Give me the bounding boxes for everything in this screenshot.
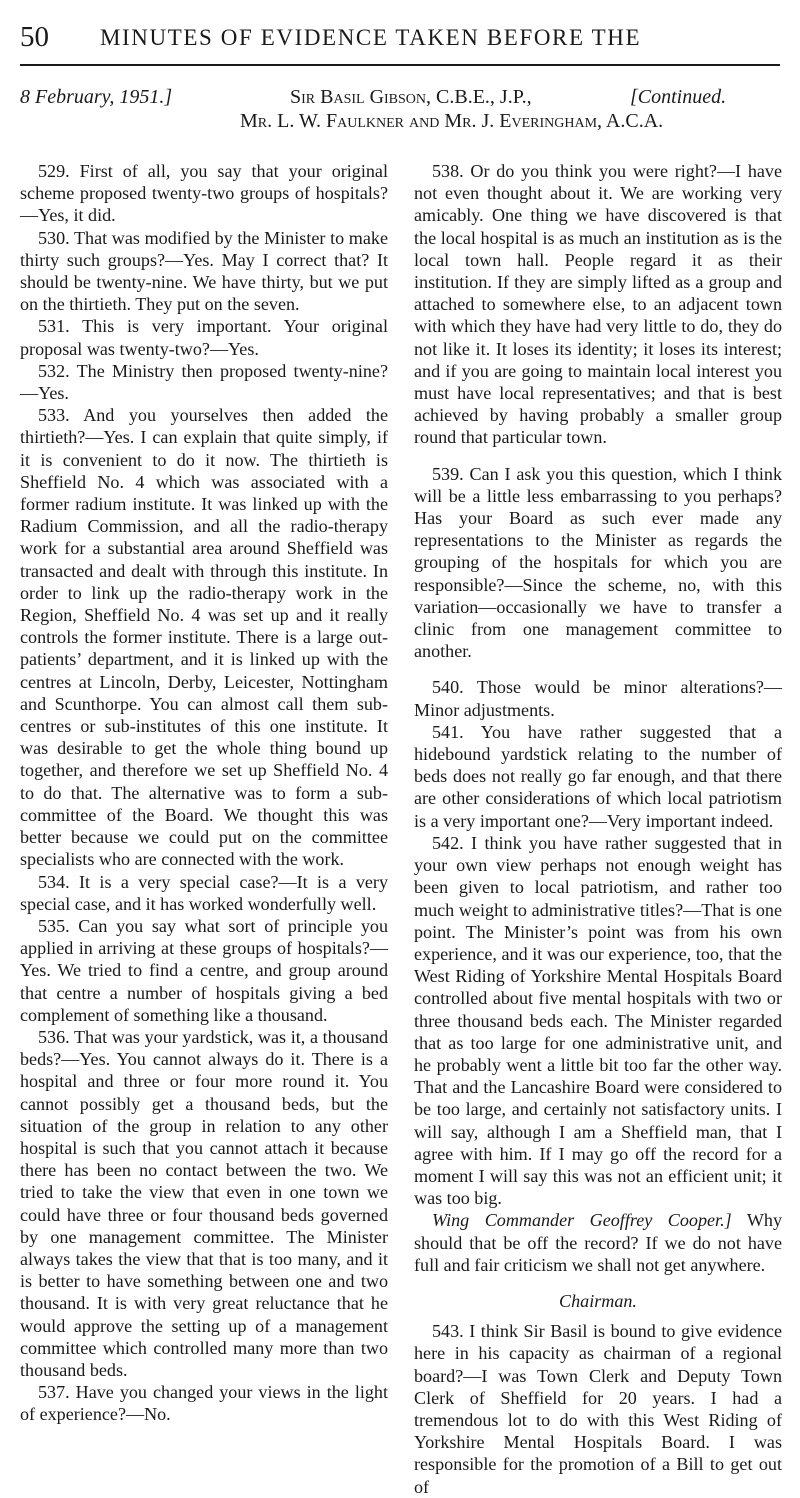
question-535: 535. Can you say what sort of principle you applied in arriving at these groups of hospitals?—Yes. We tried to find a centre, and group around that centre a number of hospitals giving a bed complement of something like a thousand.	[20, 915, 388, 1025]
question-534: 534. It is a very special case?—It is a very special case, and it has worked wonderfully well.	[20, 871, 388, 914]
left-column	[20, 160, 388, 1426]
question-536: 536. That was your yardstick, was it, a thousand beds?—Yes. You cannot always do it. There is a hospital and three or four more round it. You cannot possibly get a thousand beds, but the situation of the group in relation to any other hospital is such that you cannot attach it because there has been no contact between the two. We tried to take the view that even in one town we could have three or four thousand beds governed by one management committee. The Minister always takes the view that that is too many, and it is better to have something between one and two thousand. It is with very great reluctance that he would approve the setting up of a management committee which controlled many more than two thousand beds.	[20, 1026, 388, 1380]
question-543: 543. I think Sir Basil is bound to give evidence here in his capacity as chairman of a regional board?—I was Town Clerk and Deputy Town Clerk of Sheffield for 20 years. I had a tremendous lot to do with this West Riding of Yorkshire Mental Hospitals Board. I was responsible for the promotion of a Bill to get out of	[414, 1321, 782, 1497]
question-529: 529. First of all, you say that your original scheme proposed twenty-two groups of hospitals?—Yes, it did.	[20, 161, 388, 226]
witnesses-line-1: Sir Basil Gibson, C.B.E., J.P.,	[290, 86, 532, 108]
question-537: 537. Have you changed your views in the light of experience?—No.	[20, 1382, 388, 1425]
question-540: 540. Those would be minor alterations?—Minor adjustments.	[414, 677, 782, 720]
question-531: 531. This is very important. Your original proposal was twenty-two?—Yes.	[20, 316, 388, 359]
question-532: 532. The Ministry then proposed twenty-nine?—Yes.	[20, 360, 388, 404]
cooper-text: Why should that be off the record? If we do not have full and fair criticism we shall not get anywhere.	[414, 1210, 782, 1275]
question-538: 538. Or do you think you were right?—I have not even thought about it. We are working very amicably. One thing we have discovered is that the local hospital is as much an institution as is the local town hall. People regard it as their institution. If they are simply lifted as a group and attached to somewhere else, to an adjacent town with which they have had very little to do, they do not like it. It loses its identity; it loses its interest; and if you are going to maintain local interest you must have local representatives; and that is best achieved by having probably a smaller group round that particular town.	[414, 161, 782, 448]
header-divider	[20, 64, 780, 66]
question-530: 530. That was modified by the Minister to make thirty such groups?—Yes. May I correct that? It should be twenty-nine. We have thirty, but we put on the thirtieth. They put on the seven.	[20, 227, 388, 315]
chairman-heading: Chairman.	[559, 1290, 637, 1311]
running-title: MINUTES OF EVIDENCE TAKEN BEFORE THE	[100, 25, 642, 50]
session-date: 8 February, 1951.]	[20, 86, 173, 108]
witnesses-line-2: Mr. L. W. Faulkner and Mr. J. Everingham, A.C.A.	[240, 110, 664, 132]
page-number: 50	[20, 21, 49, 53]
cooper-interjection	[414, 1209, 782, 1276]
question-533: 533. And you yourselves then added the thirtieth?—Yes. I can explain that quite simply, if it is convenient to do it now. The thirtieth is Sheffield No. 4 which was associated with a former radium institute. It was linked up with the Radium Commission, and all the radio-therapy work for a substantial area around Sheffield was transacted and dealt with through this institute. In order to link up the radio-therapy work in the Region, Sheffield No. 4 was set up and it really controls the former institute. There is a large out-patients’ department, and it is linked up with the centres at Lincoln, Derby, Leicester, Nottingham and Scunthorpe. You can almost call them sub-centres or sub-institutes of this one institute. It was desirable to get the whole thing bound up together, and therefore we set up Sheffield No. 4 to do that. The alternative was to form a sub-committee of the Board. We thought this was better because we could put on the committee specialists who are connected with the work.	[20, 405, 388, 870]
continued-label: [Continued.	[630, 86, 727, 108]
question-539: 539. Can I ask you this question, which I think will be a little less embarrassing to you perhaps? Has your Board as such ever made any representations to the Minister as regards the grouping of the hospitals for which you are responsible?—Since the scheme, no, with this variation—occasionally we have to transfer a clinic from one management committee to another.	[414, 463, 782, 662]
question-541: 541. You have rather suggested that a hidebound yardstick relating to the number of beds does not really go far enough, and that there are other considerations of which local patriotism is a very important one?—Very important indeed.	[414, 721, 782, 831]
question-542: 542. I think you have rather suggested that in your own view perhaps not enough weight has been given to local patriotism, and rather too much weight to administrative titles?—That is one point. The Minister’s point was from his own experience, and it was our experience, too, that the West Riding of Yorkshire Mental Hospitals Board controlled about five mental hospitals with two or three thousand beds each. The Minister regarded that as too large for one administrative unit, and he probably went a little bit too far the other way. That and the Lancashire Board were considered to be too large, and certainly not satisfactory units. I will say, although I am a Sheffield man, that I agree with him. If I may go off the record for a moment I will say this was not an efficient unit; it was too big.	[414, 832, 782, 1209]
cooper-speaker: Wing Commander Geoffrey Cooper.]	[432, 1210, 732, 1231]
right-column	[414, 160, 782, 1498]
